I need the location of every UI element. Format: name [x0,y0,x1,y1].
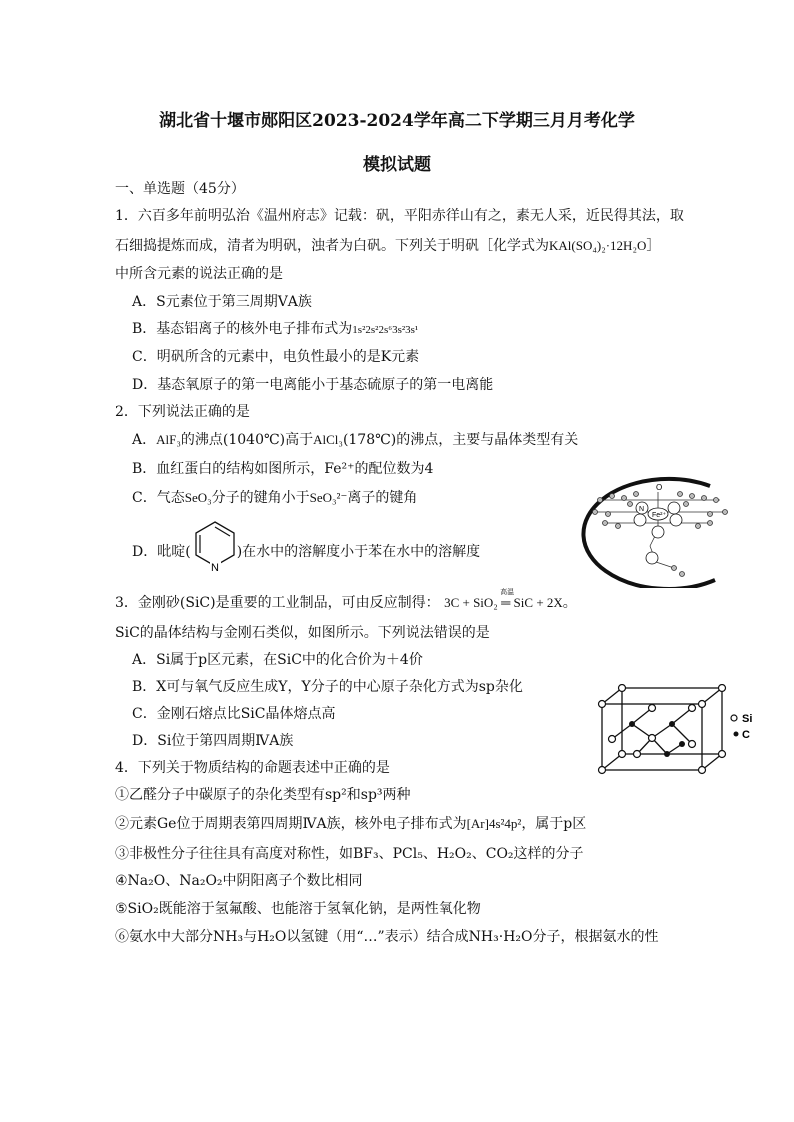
q3-option-b: B．X可与氧气反应生成Y，Y分子的中心原子杂化方式为sp杂化 [132,679,523,695]
q2-option-d [132,538,480,561]
q1-stem-line2-text: 石细捣提炼而成，清者为明矾，浊者为白矾。下列关于明矾［化学式为 [115,238,549,254]
q2-option-a-prefix: A． [132,432,157,448]
q3-option-d: D．Si位于第四周期ⅣA族 [132,733,294,749]
q1-option-c: C．明矾所含的元素中，电负性最小的是K元素 [132,349,420,365]
pyridine-structure [190,518,240,574]
q2-option-c [132,489,417,507]
q1-option-b-text: B．基态铝离子的核外电子排布式为 [132,321,353,337]
heme-fe-label: Fe²⁺ [652,512,667,519]
q2-option-c-formula2: SeO₃²⁻ [309,490,348,505]
legend-si-label: Si [742,713,753,725]
q4-stem: 4．下列关于物质结构的命题表述中正确的是 [115,760,390,776]
q4-item-2-config: [Ar]4s²4p² [466,816,522,831]
q2-option-a-formula1: AlF₃ [156,432,181,447]
q2-stem: 2．下列说法正确的是 [115,404,250,420]
q4-item-6: ⑥氨水中大部分NH₃与H₂O以氢键（用“…”表示）结合成NH₃·H₂O分子，根据氨水的性 [115,929,659,945]
q3-equation-wrap [444,588,563,612]
q4-item-4: ④Na₂O、Na₂O₂中阴阳离子个数比相同 [115,873,363,889]
page-subtitle: 模拟试题 [363,155,431,175]
q4-item-2-text: ②元素Ge位于周期表第四周期ⅣA族，核外电子排布式为 [115,816,467,832]
q3-stem-line2: SiC的晶体结构与金刚石类似，如图所示。下列说法错误的是 [115,625,490,641]
q1-stem-line1: 1．六百多年前明弘治《温州府志》记载：矾，平阳赤徉山有之，素无人采，近民得其法，取 [115,208,684,224]
q1-option-a: A．S元素位于第三周期ⅤA族 [132,294,312,310]
page-title: 湖北省十堰市郧阳区2023-2024学年高二下学期三月月考化学 [159,111,635,131]
q3-equation: 3C + SiO₂ ═ SiC + 2X [444,595,563,610]
hemoglobin-diagram [570,468,740,588]
q2-option-a-mid: 的沸点(1040℃)高于 [180,432,314,448]
q1-stem-line3: 中所含元素的说法正确的是 [115,266,283,282]
q1-option-d: D．基态氧原子的第一电离能小于基态硫原子的第一电离能 [132,377,494,393]
q2-option-c-mid: 分子的键角小于 [211,490,310,506]
q3-stem-line1-end: 。 [562,595,577,611]
legend-c-label: C [742,729,750,741]
q3-stem-line1 [115,588,577,612]
q3-option-a: A．Si属于p区元素，在SiC中的化合价为＋4价 [132,652,423,668]
q2-option-c-end: 离子的键角 [347,490,418,506]
q4-item-5: ⑤SiO₂既能溶于氢氟酸、也能溶于氢氧化钠，是两性氧化物 [115,901,481,917]
q4-item-3: ③非极性分子往往具有高度对称性，如BF₃、PCl₅、H₂O₂、CO₂这样的分子 [115,846,584,862]
q2-option-a-end: (178℃)的沸点，主要与晶体类型有关 [342,432,579,448]
q2-option-c-prefix: C．气态 [132,490,185,506]
q3-stem-line1-text: 3．金刚砂(SiC)是重要的工业制品，可由反应制得： [115,595,440,611]
q1-option-b [132,320,418,339]
section-heading: 一、单选题（45分） [115,181,245,197]
pyridine-n-label: N [211,562,219,574]
q4-item-2 [115,815,586,833]
q2-option-b: B．血红蛋白的结构如图所示，Fe²⁺的配位数为4 [132,461,434,477]
q2-option-a [132,431,578,449]
q1-stem-line2 [115,237,660,255]
heme-o-label: O [656,483,663,492]
q2-option-d-end: )在水中的溶解度小于苯在水中的溶解度 [236,544,481,560]
q1-stem-line2-end: ］ [646,238,661,254]
q2-option-a-formula2: AlCl₃ [313,432,343,447]
q3-condition: 高温 [500,588,515,596]
heme-n-label: N [639,506,645,513]
q1-formula: KAl(SO₄)₂·12H₂O [549,238,647,253]
q4-item-1: ①乙醛分子中碳原子的杂化类型有sp²和sp³两种 [115,787,411,803]
sic-crystal-diagram [592,684,772,776]
q2-option-d-prefix: D．吡啶( [132,544,191,560]
q2-option-c-formula1: SeO₃ [184,490,212,505]
q4-item-2-end: ，属于p区 [521,816,587,832]
q3-option-c: C．金刚石熔点比SiC晶体熔点高 [132,706,336,722]
q1-option-b-config: 1s²2s²2s⁶3s²3s¹ [352,324,419,336]
